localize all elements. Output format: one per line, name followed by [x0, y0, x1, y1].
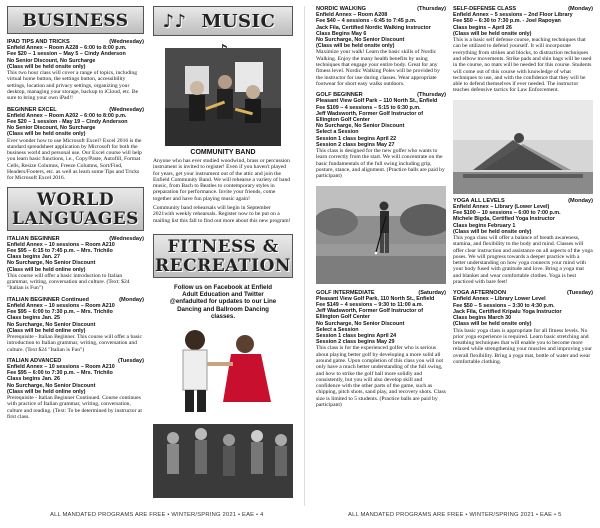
band-description: Anyone who has ever studied woodwind, brass or percussion instrument is invited to register! Even if you haven't played for years, get your instrument out of the attic and join the Enfield Community Band. We will rehearse a variety of band music, from Bach to Beatles to contemporary styles in preparation for performance. Invite your friends, come together and have fun playing music again!: [153, 158, 291, 202]
course-line: Enfield Annex – Room A208: [316, 12, 388, 19]
business-title: BUSINESS: [22, 11, 129, 31]
course-line: Session 1 class begins April 24: [316, 332, 397, 339]
world-languages-banner: [7, 187, 144, 231]
course-day: (Tuesday): [566, 290, 593, 297]
column-1: [7, 6, 144, 420]
course-excel: [7, 107, 144, 182]
course-description: Prerequisite - Italian Beginner Continued. Course continues with practice of Italian grammar, writing, conversation, culture and reading. (Text: To be determined by instructor at first class.: [7, 395, 142, 420]
course-line: No Surcharge, No Senior Discount: [7, 382, 96, 389]
course-name: ITALIAN BEGINNER Continued: [7, 296, 89, 303]
course-description: This yoga class will offer a balance of breath awareness, stamina, and flexibility to the body and mind. Classes will offer clear instruction and assistance on all aspects of the yoga poses. We will progress towards a deeper practice with a better understanding on how yoga connects your mind with your body fused with gratitude and love. Bring a yoga mat and blanket and wear comfortable clothes. Yoga is best practiced with bare feet!: [453, 234, 593, 285]
yoga-photo: [453, 100, 593, 194]
course-line: Pleasant View Golf Park, 110 North St., Enfield: [316, 295, 435, 302]
course-line: Class begins February 1: [453, 222, 516, 229]
course-day: (Monday): [119, 296, 144, 303]
course-line: Session 2 class begins May 29: [316, 339, 395, 346]
course-line: Fee $109 – 4 sessions – 5:15 to 6:30 p.m.: [316, 104, 421, 111]
footer-left: ALL MANDATED PROGRAMS ARE FREE • WINTER/SPRING 2021 • EAE • 4: [50, 512, 264, 518]
course-day: (Wednesday): [109, 39, 144, 45]
course-line: Fee $50 – 6:30 to 7:30 p.m. - Joel Rapoyan: [453, 18, 561, 25]
course-line: Enfield Annex – Room A228 – 6:00 to 8:00 p.m.: [7, 45, 127, 52]
fitness-title-line2: RECREATION: [155, 255, 291, 276]
golf-illustration: [316, 186, 446, 284]
course-line: No Surcharge, No Senior Discount: [7, 260, 96, 267]
course-line: No Senior Discount, No Surcharge: [7, 125, 96, 132]
course-line: Jack Fila, Certified Nordic Walking Instructor: [316, 24, 431, 31]
course-name: YOGA AFTERNOON: [453, 290, 507, 297]
music-note-icon: ♪♪: [162, 11, 187, 32]
course-line: Select a Session: [316, 129, 359, 136]
course-description: Maximize your walk! Learn the basic skills of Nordic Walking. Enjoy the many health benefits by using techniques that engage your entire body. Great for any fitness level. Nordic Walking Poles will be provided by the instructor for use during classes. Wear appropriate footwear for short easy walks outdoors.: [316, 49, 440, 87]
course-line: (Class will be held onsite only): [316, 43, 395, 50]
course-line: No Surcharge, No Senior Discount: [7, 321, 96, 328]
course-name: GOLF BEGINNER: [316, 92, 363, 99]
course-day: (Thursday): [417, 92, 446, 99]
course-line: Jack Fila, Certified Kripalu Yoga Instructor: [453, 308, 562, 315]
course-line: No Surcharge, No Senior Discount: [316, 320, 405, 327]
course-name: ITALIAN BEGINNER: [7, 235, 60, 242]
course-line: (Class will be held onsite only): [453, 321, 532, 328]
course-line: Pleasant View Golf Park – 110 North St., Enfield: [316, 98, 438, 105]
footer-right: ALL MANDATED PROGRAMS ARE FREE • WINTER/SPRING 2021 • EAE • 5: [348, 512, 562, 518]
course-line: Fee $40 – 4 sessions - 6:45 to 7:45 p.m.: [316, 18, 417, 25]
course-line: (Class will be held onsite only): [453, 30, 532, 37]
course-day: (Monday): [568, 6, 593, 12]
course-day: (Wednesday): [109, 235, 144, 242]
course-line: Session 1 class begins April 22: [316, 135, 397, 142]
dance-illustration: [153, 328, 293, 498]
course-ipad: [7, 39, 144, 102]
course-line: Enfield Annex – Library (Lower Level): [453, 203, 550, 210]
course-line: No Surcharge, No Senior Discount: [316, 37, 405, 44]
course-line: Select a Session: [316, 326, 359, 333]
world-title-line1: WORLD: [36, 189, 115, 210]
course-name: NORDIC WALKING: [316, 6, 367, 12]
course-day: (Thursday): [417, 6, 446, 12]
course-line: Enfield Annex – 10 sessions – Room A210: [7, 241, 115, 248]
band-description-2: Community band rehearsals will begin in September 2021with weekly rehearsals. Register now to be put on a mailing list this fall to find out more about this new program!: [153, 205, 291, 224]
page-divider: [304, 6, 305, 506]
course-name: SELF-DEFENSE CLASS: [453, 6, 517, 12]
course-line: Class begins March 30: [453, 315, 512, 322]
course-line: (Class will be held onsite only): [7, 63, 86, 70]
course-line: (Class will be held online only): [7, 266, 86, 273]
business-banner: [7, 6, 144, 34]
course-line: Ellington Golf Center: [316, 314, 370, 321]
course-name: YOGA ALL LEVELS: [453, 197, 505, 204]
course-line: Enfield Annex – Library Lower Level: [453, 296, 546, 303]
course-line: Enfield Annex – Room A202 – 6:00 to 8:00 p.m.: [7, 112, 127, 119]
course-line: Enfield Annex – 10 sessions – Room A210: [7, 302, 115, 309]
course-italian-continued: [7, 297, 144, 353]
course-line: Fee $20 – 1 session – May 5 – Cindy Anderson: [7, 51, 126, 58]
band-caption: COMMUNITY BAND: [190, 149, 256, 156]
dance-photo: [153, 328, 293, 498]
music-banner: [153, 6, 293, 36]
course-italian-advanced: [7, 358, 144, 420]
course-line: (Class will be held online only): [7, 388, 86, 395]
column-4: [453, 6, 593, 365]
course-name: IPAD TIPS AND TRICKS: [7, 39, 70, 45]
fitness-title-line1: FITNESS &: [167, 236, 279, 257]
course-line: Fee $50 – 5 sessions – 3:30 to 4:30 p.m.: [453, 302, 555, 309]
course-description: Ever wonder how to use Microsoft Excel? Excel 2016 is the standard spreadsheet application by Microsoft for both the business world and personal use. Our Excel course will help you learn basic functions, i.e., Copy/Paste, Autofill, Format Cells, Resize Columns, Freeze Columns, Sort/Find, Headers/Footers, etc. as well as learn some Tips and Tricks for Microsoft Excel 2016.: [7, 137, 142, 182]
course-day: (Wednesday): [109, 106, 144, 113]
music-title: MUSIC: [201, 11, 276, 32]
band-illustration: [165, 48, 281, 146]
course-line: Class begins Jan. 27: [7, 254, 61, 261]
course-description: This two hour class will cover a range of topics, including virtual home button, the settings button, accessibility settings, location and privacy settings, organizing your desktop, managing your storage, backup to iCloud, etc. Be sure to bring your own iPad!!: [7, 70, 139, 102]
course-name: GOLF INTERMEDIATE: [316, 289, 375, 296]
course-line: (Class will be held online only): [7, 327, 86, 334]
course-italian-beginner: [7, 236, 144, 292]
course-name: ITALIAN ADVANCED: [7, 357, 62, 364]
course-line: Fee $95 – 6:00 to 7:30 p.m. – Mrs. Trichilo: [7, 370, 113, 377]
column-3: [316, 6, 446, 408]
course-line: Session 2 class begins May 27: [316, 141, 395, 148]
course-line: Class Begins May 6: [316, 30, 367, 37]
course-line: Ellington Golf Center: [316, 117, 370, 124]
course-day: (Monday): [568, 197, 593, 204]
course-description: This class is for the experienced golfer who is serious about playing better golf by developing a more solid all around game. Upon completion of this class you will not only have a much better understanding of the full swing, and how to strike the golf ball more solidly and consistently, but you will also develop skill and confidence with the other parts of the game, such as chipping, pitch shots, sand play, and recovery shots. Class size is limited to 5 students. (Practice balls are paid by participant): [316, 345, 446, 409]
course-line: Jeff Wadsworth, Former Golf Instructor of: [316, 110, 424, 117]
course-line: Fee $95 – 6:15 to 7:45 p.m. – Mrs. Trichilo: [7, 248, 113, 254]
course-description: This class is designed for the new golfer who wants to learn correctly from the start. We will concentrate on the basic fundamentals of the full swing including grip, posture, stance, and alignment. (Practice balls are paid by participant): [316, 148, 445, 180]
course-golf-intermediate: [316, 290, 446, 409]
course-line: Jeff Wadsworth, Former Golf Instructor of: [316, 308, 424, 315]
course-line: Class begins – April 26: [453, 24, 512, 31]
course-line: No Senior Discount, No Surcharge: [7, 57, 96, 64]
course-line: Fee $20 – 1 session - May 19 – Cindy Anderson: [7, 118, 128, 125]
course-description: This basic yoga class is appropriate for all fitness levels. No prior yoga experience is required. Learn basic stretching and breathing techniques that will enable you to become more relaxed while strengthening your muscles and improving your overall flexibility. Bring a yoga mat, bottle of water and wear comfortable clothing.: [453, 327, 593, 365]
course-name: BEGINNER EXCEL: [7, 106, 57, 113]
column-2: [153, 6, 293, 498]
course-day: (Saturday): [418, 289, 446, 296]
course-nordic-walking: [316, 6, 446, 87]
course-self-defense: [453, 6, 593, 94]
course-description: This is a basic self defense course, teaching techniques that can be utilized to defend yourself. It will incorporate everything from strikes and blocks, to distraction techniques and elbow movements. Strike pads and shin bags will be used in the course, no mats will be needed for this course. Students will come out of this course with knowledge of what techniques to use, and with the confidence that they will be able to defend themselves if ever needed. The instructor teaches defensive tactics for Law Enforcement.: [453, 37, 592, 94]
band-photo: [165, 48, 281, 146]
world-title-line2: LANGUAGES: [12, 208, 139, 229]
course-line: Fee $100 – 10 sessions – 6:00 to 7:00 p.m.: [453, 210, 561, 217]
course-golf-beginner: [316, 92, 446, 179]
course-line: Fee $95 – 6:00 to 7:30 p.m. – Mrs. Trichilo: [7, 309, 113, 316]
course-line: (Class will be held onsite only): [7, 131, 86, 138]
course-line: Enfield Annex – 10 sessions – Room A210: [7, 364, 115, 371]
course-yoga-afternoon: [453, 290, 593, 365]
golf-photo: [316, 186, 446, 284]
course-line: Enfield Annex – 5 sessions – 2nd Floor Library: [453, 12, 573, 19]
yoga-illustration: [453, 100, 593, 194]
course-line: (Class will be held onsite only): [453, 228, 532, 235]
course-line: Fee $149 – 4 sessions – 9:30 to 11:00 a.m.: [316, 301, 423, 308]
fitness-banner: [153, 234, 293, 278]
course-day: (Tuesday): [117, 357, 144, 364]
course-line: Class begins Jan. 25: [7, 315, 61, 322]
course-line: Class begins Jan. 26: [7, 376, 61, 383]
course-description: Prerequisite - Italian Beginner. This course will offer a basic introduction to Italian grammar, writing, conversation and culture. (Text $24 "Italian is Fun"): [7, 333, 142, 353]
course-description: This course will offer a basic introduction to Italian grammar, writing, conversation and culture. (Text: $24 "Italian is Fun"): [7, 272, 130, 292]
course-yoga-all-levels: [453, 198, 593, 286]
course-line: No Surcharge, No Senior Discount: [316, 123, 405, 130]
fitness-promo: Follow us on Facebook at Enfield Adult Education and Twitter @enfadulted for updates to our Line Dancing and Ballroom Dancing classes.: [169, 283, 277, 320]
course-line: Michele Bigda, Certified Yoga Instructor: [453, 216, 555, 223]
